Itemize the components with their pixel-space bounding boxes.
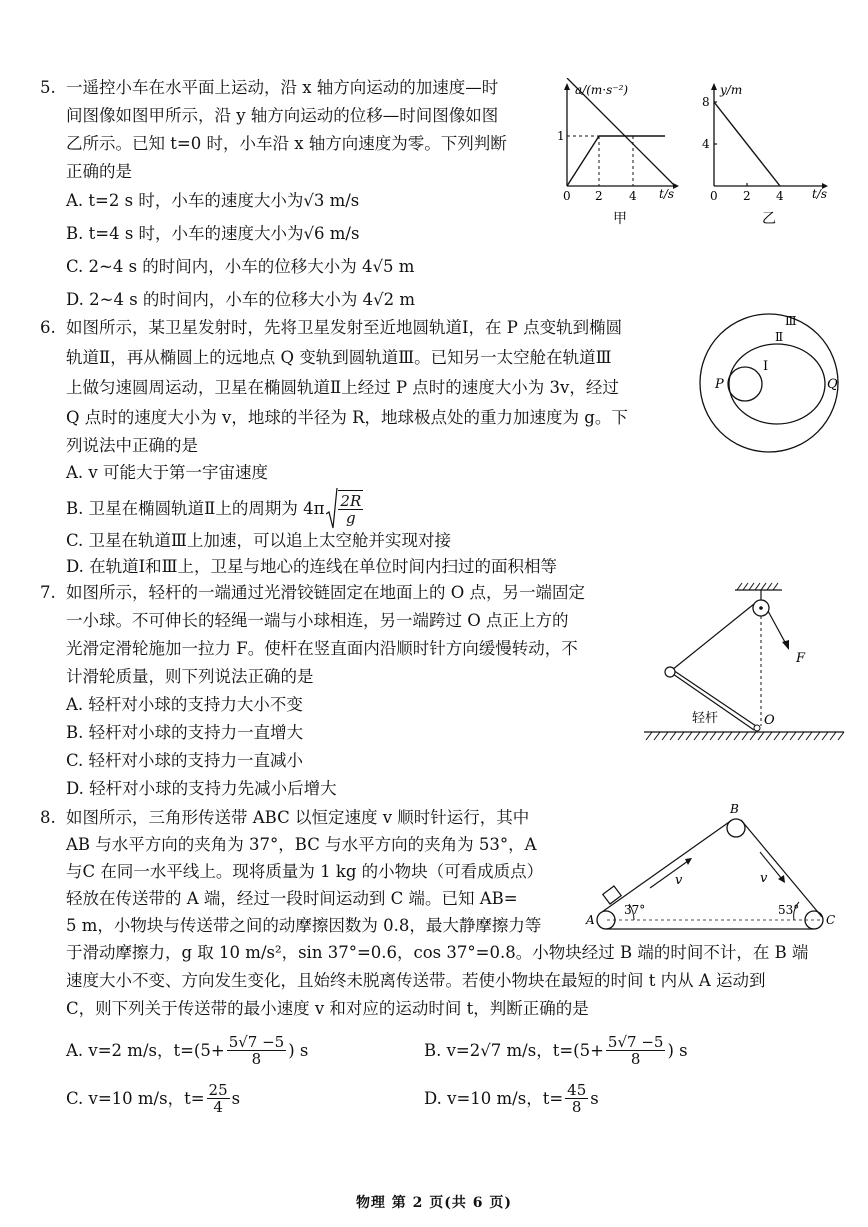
q8-option-b-den: 8 xyxy=(630,1049,641,1068)
q7-rod-figure xyxy=(640,578,850,748)
point-label-b: B xyxy=(730,802,739,816)
q8-option-b-pre: B. v=2√7 m/s，t=(5+ xyxy=(424,1040,604,1060)
q6-option-b[interactable] xyxy=(66,485,365,531)
q5-option-b[interactable]: B. t=4 s 时，小车的速度大小为√6 m/s xyxy=(66,224,360,243)
q8-line-1: 如图所示，三角形传送带 ABC 以恒定速度 v 顺时针运行，其中 xyxy=(66,808,530,827)
jia-ramp-line xyxy=(567,136,599,186)
sqrt-sign-icon xyxy=(326,486,338,530)
orbit-2 xyxy=(729,344,825,424)
q6-number: 6. xyxy=(40,318,56,337)
q5-line-1: 一遥控小车在水平面上运动，沿 x 轴方向运动的加速度—时 xyxy=(66,78,499,97)
q8-option-c-post: s xyxy=(231,1088,241,1108)
q8-option-a[interactable] xyxy=(66,1030,308,1070)
q8-number: 8. xyxy=(40,808,56,827)
q7-option-d[interactable]: D. 轻杆对小球的支持力先减小后增大 xyxy=(66,779,337,798)
q8-line-7: 速度大小不变、方向发生变化，且始终未脱离传送带。若使小物块在最短的时间 t 内从 A 运动到 xyxy=(66,971,766,990)
q8-option-c-pre: C. v=10 m/s，t= xyxy=(66,1088,205,1108)
jia-ylabel: a/(m·s⁻²) xyxy=(575,83,629,97)
q8-option-c-den: 4 xyxy=(213,1097,223,1116)
q7-line-4: 计滑轮质量，则下列说法正确的是 xyxy=(66,667,314,686)
orbit-label-2: Ⅱ xyxy=(775,330,784,344)
yi-xtick-2: 2 xyxy=(743,189,751,203)
q8-option-d-num: 45 xyxy=(567,1080,587,1099)
q6-line-3: 上做匀速圆周运动，卫星在椭圆轨道Ⅱ上经过 P 点时的速度大小为 3v，经过 xyxy=(66,378,619,397)
point-label-o: O xyxy=(764,713,775,728)
velocity-label-1: v xyxy=(675,873,683,888)
q8-line-6: 于滑动摩擦力，g 取 10 m/s²，sin 37°=0.6，cos 37°=0.8。小物块经过 B 端的时间不计，在 B 端 xyxy=(66,943,809,962)
q8-line-4: 轻放在传送带的 A 端，经过一段时间运动到 C 端。已知 AB= xyxy=(66,889,518,908)
q5-graph-jia xyxy=(555,78,685,228)
yi-caption: 乙 xyxy=(762,211,776,227)
q8-line-3: 与C 在同一水平线上。现将质量为 1 kg 的小物块（可看成质点） xyxy=(66,862,544,881)
q7-option-c[interactable]: C. 轻杆对小球的支持力一直减小 xyxy=(66,751,304,770)
q8-line-5: 5 m，小物块与传送带之间的动摩擦因数为 0.8，最大静摩擦力等 xyxy=(66,916,542,935)
orbit-1 xyxy=(728,367,762,401)
q6-option-b-text: B. 卫星在椭圆轨道Ⅱ上的周期为 4π xyxy=(66,498,325,518)
q5-option-a[interactable]: A. t=2 s 时，小车的速度大小为√3 m/s xyxy=(66,191,360,210)
q8-option-c[interactable] xyxy=(66,1078,240,1118)
q8-line-2: AB 与水平方向的夹角为 37°，BC 与水平方向的夹角为 53°，A xyxy=(66,835,537,854)
q8-option-b-num: 5√7 −5 xyxy=(607,1032,664,1051)
yi-xlabel: t/s xyxy=(812,187,828,201)
q6-orbit-figure xyxy=(695,308,845,458)
q7-option-a[interactable]: A. 轻杆对小球的支持力大小不变 xyxy=(66,695,303,714)
q6-option-c[interactable]: C. 卫星在轨道Ⅲ上加速，可以追上太空舱并实现对接 xyxy=(66,531,451,550)
yi-ytick-4: 4 xyxy=(702,137,710,151)
q5-option-d[interactable]: D. 2~4 s 的时间内，小车的位移大小为 4√2 m xyxy=(66,290,416,309)
rod-label: 轻杆 xyxy=(692,711,719,726)
q8-option-d-post: s xyxy=(590,1088,599,1108)
q8-option-a-pre: A. v=2 m/s，t=(5+ xyxy=(66,1040,225,1060)
pulley-a-icon xyxy=(597,911,615,929)
q8-option-d[interactable] xyxy=(424,1078,599,1118)
q5-graph-yi xyxy=(700,78,840,228)
force-label-f: F xyxy=(796,651,806,666)
q8-option-c-num: 25 xyxy=(208,1080,228,1099)
q5-number: 5. xyxy=(40,78,56,97)
point-label-c: C xyxy=(826,913,836,927)
angle-label-a: 37° xyxy=(624,903,646,917)
jia-ytick-1: 1 xyxy=(557,129,565,143)
yi-ytick-8: 8 xyxy=(702,95,710,109)
orbit-label-1: Ⅰ xyxy=(763,359,769,374)
q8-conveyor-figure xyxy=(582,800,842,940)
q6-option-a[interactable]: A. v 可能大于第一宇宙速度 xyxy=(66,463,268,482)
block-icon xyxy=(603,886,621,904)
q6-option-b-numerator: 2R xyxy=(340,492,362,510)
q8-option-b[interactable] xyxy=(424,1030,688,1070)
orbit-label-q: Q xyxy=(827,377,838,392)
q7-line-1: 如图所示，轻杆的一端通过光滑铰链固定在地面上的 O 点，另一端固定 xyxy=(66,583,586,602)
q8-option-a-num: 5√7 −5 xyxy=(228,1032,285,1051)
q6-line-1: 如图所示，某卫星发射时，先将卫星发射至近地圆轨道Ⅰ，在 P 点变轨到椭圆 xyxy=(66,318,623,337)
ball-icon xyxy=(665,667,675,677)
jia-caption: 甲 xyxy=(613,211,627,227)
q6-line-2: 轨道Ⅱ，再从椭圆上的远地点 Q 变轨到圆轨道Ⅲ。已知另一太空舱在轨道Ⅲ xyxy=(66,348,612,367)
q7-option-b[interactable]: B. 轻杆对小球的支持力一直增大 xyxy=(66,723,304,742)
q6-option-b-denominator: g xyxy=(346,509,356,527)
q7-number: 7. xyxy=(40,583,56,602)
jia-xlabel: t/s xyxy=(659,187,675,201)
orbit-label-p: P xyxy=(715,377,724,392)
orbit-label-3: Ⅲ xyxy=(785,314,797,328)
q7-line-3: 光滑定滑轮施加一拉力 F。使杆在竖直面内沿顺时针方向缓慢转动，不 xyxy=(66,639,578,658)
jia-xtick-2: 2 xyxy=(595,189,603,203)
q6-line-5: 列说法中正确的是 xyxy=(66,436,198,455)
q5-option-c[interactable]: C. 2~4 s 的时间内，小车的位移大小为 4√5 m xyxy=(66,257,415,276)
jia-origin: 0 xyxy=(563,189,571,203)
q6-line-4: Q 点时的速度大小为 v，地球的半径为 R，地球极点处的重力加速度为 g。下 xyxy=(66,408,628,427)
q5-line-3: 乙所示。已知 t=0 时，小车沿 x 轴方向速度为零。下列判断 xyxy=(66,134,507,153)
hinge-icon xyxy=(754,725,760,731)
q7-line-2: 一小球。不可伸长的轻绳一端与小球相连，另一端跨过 O 点正上方的 xyxy=(66,611,569,630)
page-footer: 物理 第 2 页(共 6 页) xyxy=(355,1195,513,1211)
q8-option-d-pre: D. v=10 m/s，t= xyxy=(424,1088,564,1108)
q5-line-4: 正确的是 xyxy=(66,162,132,181)
yi-origin: 0 xyxy=(710,189,718,203)
q6-option-d[interactable]: D. 在轨道Ⅰ和Ⅲ上，卫星与地心的连线在单位时间内扫过的面积相等 xyxy=(66,557,558,576)
jia-xtick-4: 4 xyxy=(629,189,637,203)
q8-line-8: C，则下列关于传送带的最小速度 v 和对应的运动时间 t，判断正确的是 xyxy=(66,999,589,1018)
angle-label-c: 53° xyxy=(778,903,800,917)
q8-option-a-den: 8 xyxy=(251,1049,262,1068)
q8-option-b-post: ) s xyxy=(667,1040,688,1060)
velocity-label-2: v xyxy=(760,871,768,886)
q8-option-d-den: 8 xyxy=(571,1097,582,1116)
yi-line xyxy=(714,102,780,186)
yi-ylabel: y/m xyxy=(720,83,743,97)
q5-line-2: 间图像如图甲所示，沿 y 轴方向运动的位移—时间图像如图 xyxy=(66,106,499,125)
yi-xtick-4: 4 xyxy=(776,189,784,203)
q8-option-a-post: ) s xyxy=(288,1040,309,1060)
point-label-a: A xyxy=(586,913,595,927)
